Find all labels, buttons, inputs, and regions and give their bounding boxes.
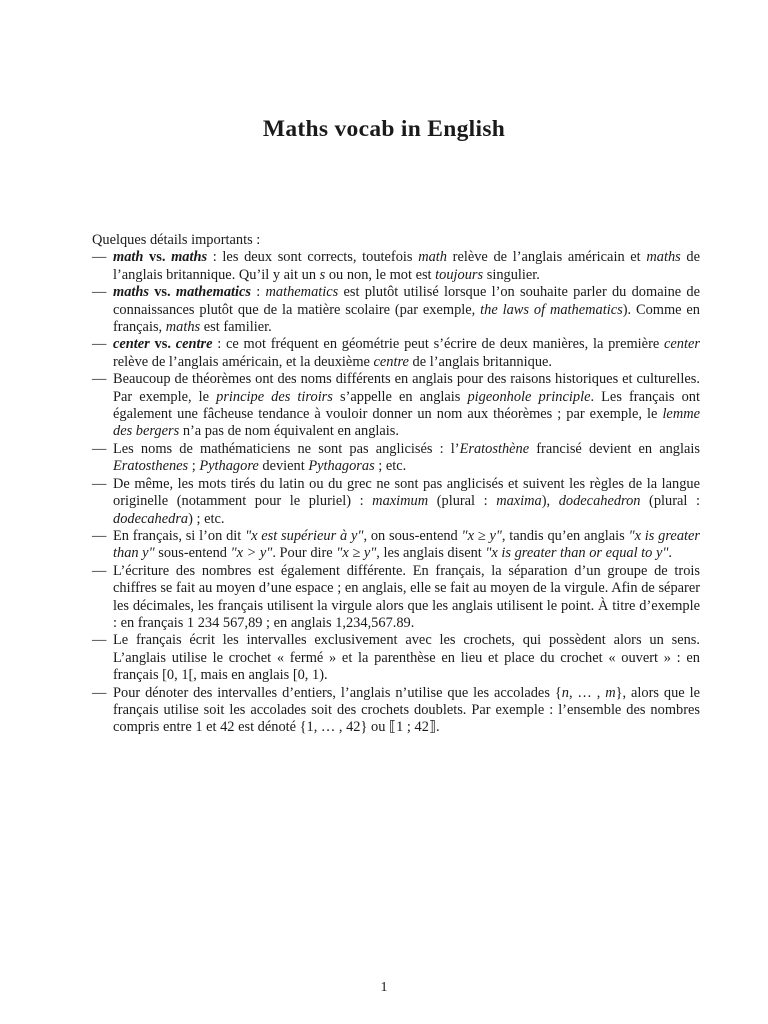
text-segment: est familier. [200, 319, 272, 336]
text-segment: Les noms de mathématiciens ne sont pas anglicisés : l’ [113, 440, 460, 457]
list-item [92, 441, 700, 476]
text-segment: Pythagoras [308, 458, 375, 475]
text-segment: , … , [568, 684, 606, 701]
text-segment: n [561, 684, 569, 701]
page-number: 1 [380, 980, 388, 995]
text-segment: : ce mot fréquent en géométrie peut s’écrire de deux manières, la première [212, 336, 665, 353]
text-segment: "x > y" [230, 545, 273, 562]
text-segment: center [113, 336, 150, 353]
text-segment: }, alors que le français utilise soit les accolades soit des crochets doublets. Par exemple : l’ensemble des nombres compris entre 1 et 42 est dénoté {1, … , 42} ou ⟦1 ; 42⟧. [113, 684, 700, 736]
list-item [92, 563, 700, 633]
text-segment: maths [113, 284, 149, 301]
text-segment: Eratosthenes [113, 458, 189, 475]
text-segment: ) ; etc. [188, 510, 225, 527]
text-segment: (plural : [640, 493, 700, 510]
text-segment: . Les français ont également une fâcheuse tendance à vouloir donner un nom aux théorèmes ; par exemple, le [113, 388, 700, 423]
text-segment: mathematics [265, 284, 339, 301]
text-segment: "x est supérieur à y" [245, 527, 364, 544]
text-segment: maths [165, 319, 201, 336]
text-segment: . [668, 545, 673, 562]
text-segment: singulier. [483, 266, 540, 283]
text-segment: dodecahedron [558, 493, 641, 510]
text-segment: s’appelle en anglais [332, 388, 468, 405]
text-segment: relève de l’anglais américain, et la deuxième [113, 353, 374, 370]
list-item [92, 476, 700, 528]
text-segment: "x ≥ y" [461, 527, 502, 544]
text-segment: devient [258, 458, 309, 475]
text-segment: maths [171, 249, 208, 266]
text-segment: ; [188, 458, 200, 475]
text-segment: "x is greater than or equal to y" [485, 545, 669, 562]
text-segment: math [418, 249, 447, 266]
list-item [92, 528, 700, 563]
text-segment: ; etc. [374, 458, 407, 475]
text-segment: L’écriture des nombres est également différente. En français, la séparation d’un groupe de trois chiffres se fait au moyen d’une espace ; en anglais, elle se fait au moyen de la virgule. Afin de séparer les décimales, les français utilisent la virgule alors que les anglais utilisent le point. À titre d’exemple : en français 1 234 567,89 ; en anglais 1,234,567.89. [113, 562, 700, 631]
text-segment: principe des tiroirs [216, 388, 333, 405]
list-item [92, 249, 700, 284]
text-segment: , on sous-entend [363, 527, 462, 544]
document-body [92, 232, 700, 737]
text-segment: vs. [143, 249, 172, 266]
text-segment: (plural : [428, 493, 497, 510]
text-segment: est plutôt utilisé lorsque l’on souhaite parler du domaine de connaissances plutôt que de la matière scolaire (par exemple, [113, 284, 700, 318]
text-segment: relève de l’anglais américain et [446, 249, 647, 266]
text-segment: : les deux sont corrects, toutefois [207, 249, 419, 266]
text-segment: . Pour dire [272, 545, 337, 562]
text-segment: toujours [435, 266, 484, 283]
text-segment: maxima [496, 493, 542, 510]
text-segment: de l’anglais britannique. [408, 353, 553, 370]
bullet-list [92, 249, 700, 736]
list-item [92, 371, 700, 441]
text-segment: vs. [149, 284, 176, 301]
text-segment: m [605, 684, 616, 701]
text-segment: , tandis qu’en anglais [501, 527, 629, 544]
text-segment: maximum [372, 493, 429, 510]
page-title: Maths vocab in English [262, 116, 506, 142]
text-segment: math [113, 249, 144, 266]
list-item [92, 336, 700, 371]
text-segment: En français, si l’on dit [113, 527, 246, 544]
text-segment: francisé devient en anglais [529, 440, 700, 457]
text-segment: de l’anglais britannique. Qu’il y ait un [113, 249, 700, 283]
intro-text: Quelques détails importants : [92, 232, 261, 248]
text-segment: Pour dénoter des intervalles d’entiers, l’anglais n’utilise que les accolades { [113, 684, 562, 701]
text-segment: "x is greater than y" [113, 527, 701, 562]
text-segment: sous-entend [154, 545, 231, 562]
text-segment: dodecahedra [113, 510, 189, 527]
text-segment: n’a pas de nom équivalent en anglais. [179, 423, 400, 440]
text-segment: Le français écrit les intervalles exclusivement avec les crochets, qui possèdent alors un sens. L’anglais utilise le crochet « fermé » et la parenthèse en lieu et place du crochet « ouvert » : en français [0, 1[, mais en anglais [0, 1). [113, 632, 700, 684]
list-item [92, 685, 700, 737]
text-segment: center [664, 336, 700, 353]
text-segment: lemme des bergers [113, 406, 700, 440]
text-segment: ). Comme en français, [113, 301, 700, 336]
list-item [92, 632, 700, 684]
list-item [92, 284, 700, 336]
text-segment: centre [175, 336, 213, 353]
text-segment: centre [373, 353, 409, 370]
text-segment: Beaucoup de théorèmes ont des noms différents en anglais pour des raisons historiques et culturelles. Par exemple, le [113, 371, 700, 405]
text-segment: ), [541, 493, 559, 510]
text-segment: mathematics [175, 284, 252, 301]
text-segment: : [251, 284, 266, 301]
text-segment: Pythagore [199, 458, 259, 475]
text-segment: , les anglais disent [376, 545, 486, 562]
text-segment: vs. [149, 336, 176, 353]
text-segment: maths [646, 249, 681, 266]
text-segment: ou non, le mot est [325, 266, 436, 283]
text-segment: the laws of mathematics [480, 301, 623, 318]
text-segment: pigeonhole principle [467, 388, 591, 405]
text-segment: "x ≥ y" [336, 545, 377, 562]
text-segment: Eratosthène [459, 440, 530, 457]
text-segment: s [319, 266, 326, 283]
text-segment: De même, les mots tirés du latin ou du grec ne sont pas anglicisés et suivent les règles de la langue originelle (notamment pour le pluriel) : [113, 475, 700, 510]
